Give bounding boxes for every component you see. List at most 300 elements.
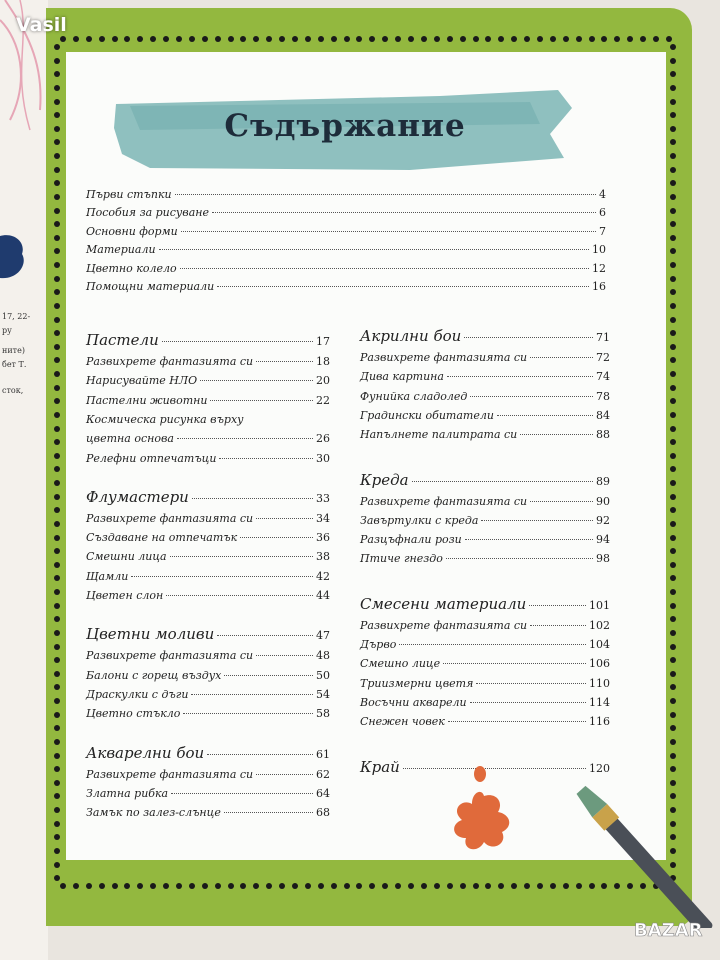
border-dot	[447, 883, 453, 889]
border-dot	[54, 317, 60, 323]
dot-leader	[256, 518, 313, 519]
toc-entry	[360, 370, 610, 388]
toc-page-number: 110	[589, 676, 610, 690]
border-dot	[54, 589, 60, 595]
border-dot	[137, 36, 143, 42]
dot-leader	[166, 595, 313, 596]
dot-leader	[192, 498, 313, 499]
border-dot	[54, 112, 60, 118]
border-dot	[54, 848, 60, 854]
toc-page-number: 58	[316, 707, 330, 721]
toc-entry	[360, 657, 610, 675]
border-dot	[434, 883, 440, 889]
border-dot	[54, 684, 60, 690]
toc-entry	[86, 413, 330, 431]
dotted-border-top	[60, 36, 672, 42]
border-dot	[653, 36, 659, 42]
dot-leader	[470, 702, 586, 703]
toc-entry	[360, 409, 610, 427]
border-dot	[253, 36, 259, 42]
toc-entry-label: Развихрете фантазията си	[360, 351, 528, 364]
border-dot	[54, 126, 60, 132]
border-dot	[670, 153, 676, 159]
border-dot	[666, 36, 672, 42]
border-dot	[382, 883, 388, 889]
border-dot	[176, 883, 182, 889]
dot-leader	[448, 721, 586, 722]
border-dot	[86, 883, 92, 889]
border-dot	[395, 36, 401, 42]
navy-blob-icon	[0, 232, 30, 284]
border-dot	[54, 671, 60, 677]
border-dot	[356, 883, 362, 889]
left-page-fragment: ру	[2, 326, 12, 335]
border-dot	[670, 44, 676, 50]
toc-section-heading	[86, 625, 330, 647]
border-dot	[460, 36, 466, 42]
border-dot	[189, 883, 195, 889]
border-dot	[670, 126, 676, 132]
border-dot	[670, 589, 676, 595]
border-dot	[670, 71, 676, 77]
border-dot	[279, 883, 285, 889]
toc-page-number: 26	[316, 432, 330, 446]
dot-leader	[447, 376, 593, 377]
border-dot	[54, 548, 60, 554]
border-dot	[614, 36, 620, 42]
border-dot	[112, 36, 118, 42]
border-dot	[54, 221, 60, 227]
dot-leader	[470, 396, 593, 397]
toc-page-number: 68	[316, 806, 330, 820]
border-dot	[670, 357, 676, 363]
border-dot	[99, 36, 105, 42]
toc-entry-label: Фунийка сладолед	[360, 389, 468, 403]
border-dot	[266, 883, 272, 889]
border-dot	[627, 36, 633, 42]
border-dot	[54, 616, 60, 622]
toc-entry-label: Цветен слон	[86, 589, 164, 602]
toc-page-number: 47	[316, 629, 330, 643]
toc-entry-label: Снежен човек	[360, 715, 445, 729]
toc-page-number: 114	[589, 695, 610, 709]
toc-section-heading	[360, 327, 610, 349]
border-dot	[344, 36, 350, 42]
toc-entry-label: Релефни отпечатъци	[86, 451, 217, 465]
toc-page-number: 30	[316, 451, 330, 465]
border-dot	[576, 36, 582, 42]
dot-leader	[256, 774, 313, 775]
border-dot	[54, 412, 60, 418]
dot-leader	[191, 694, 313, 695]
border-dot	[54, 71, 60, 77]
dot-leader	[529, 605, 586, 606]
toc-entry-label: Разцъфнали рози	[360, 533, 462, 547]
border-dot	[73, 36, 79, 42]
toc-entry-label: Пастели	[86, 331, 159, 349]
toc-page-number: 44	[316, 589, 330, 602]
border-dot	[54, 753, 60, 759]
border-dot	[670, 494, 676, 500]
bazar-logo	[632, 914, 718, 944]
dot-leader	[180, 268, 589, 269]
toc-entry	[360, 390, 610, 408]
border-dot	[54, 766, 60, 772]
dot-leader	[399, 644, 586, 645]
left-page-edge	[0, 0, 48, 960]
border-dot	[150, 36, 156, 42]
toc-entry	[86, 374, 330, 392]
border-dot	[670, 535, 676, 541]
toc-entry-label: Щамли	[86, 569, 129, 583]
toc-entry-label: Край	[360, 757, 400, 776]
toc-entry	[86, 355, 330, 373]
toc-page-number: 38	[316, 550, 330, 564]
border-dot	[54, 85, 60, 91]
border-dot	[54, 44, 60, 50]
toc-page-number: 36	[316, 531, 330, 545]
toc-page-number: 50	[316, 668, 330, 682]
border-dot	[670, 548, 676, 554]
border-dot	[279, 36, 285, 42]
toc-entry	[86, 787, 330, 805]
border-dot	[54, 466, 60, 472]
toc-entry-label: Развихрете фантазията си	[360, 494, 528, 508]
border-dot	[670, 671, 676, 677]
toc-entry	[360, 696, 610, 714]
toc-page-number: 90	[596, 494, 610, 508]
toc-section-heading	[360, 471, 610, 493]
toc-section-heading	[86, 488, 330, 510]
left-page-fragment: ните)	[2, 346, 25, 355]
border-dot	[670, 753, 676, 759]
toc-entry-label: Замък по залез-слънце	[86, 806, 221, 820]
border-dot	[473, 883, 479, 889]
border-dot	[670, 439, 676, 445]
toc-entry-label: Смесени материали	[360, 594, 527, 613]
toc-intro-entry	[86, 280, 606, 298]
border-dot	[54, 303, 60, 309]
toc-entry-label: Помощни материали	[86, 280, 215, 293]
dot-leader	[481, 520, 593, 521]
border-dot	[670, 167, 676, 173]
toc-entry	[86, 649, 330, 667]
border-dot	[163, 36, 169, 42]
toc-page-number: 6	[599, 206, 606, 220]
dot-leader	[212, 212, 596, 213]
border-dot	[202, 36, 208, 42]
border-dot	[305, 36, 311, 42]
toc-intro-entry	[86, 206, 606, 224]
toc-page-number: 98	[596, 552, 610, 566]
border-dot	[670, 344, 676, 350]
dot-leader	[530, 625, 586, 626]
dot-leader	[181, 231, 596, 232]
toc-page-number: 61	[316, 747, 330, 761]
border-dot	[670, 139, 676, 145]
border-dot	[228, 36, 234, 42]
border-dot	[240, 883, 246, 889]
toc-entry-label: Материали	[86, 243, 156, 257]
border-dot	[266, 36, 272, 42]
border-dot	[60, 883, 66, 889]
border-dot	[601, 36, 607, 42]
border-dot	[524, 883, 530, 889]
left-page-fragment: бет Т.	[2, 360, 27, 369]
border-dot	[54, 330, 60, 336]
border-dot	[54, 575, 60, 581]
border-dot	[54, 875, 60, 881]
toc-entry	[86, 432, 330, 450]
toc-entry	[86, 688, 330, 706]
border-dot	[460, 883, 466, 889]
border-dot	[124, 36, 130, 42]
dot-leader	[497, 415, 593, 416]
border-dot	[215, 36, 221, 42]
watermark-text: Vasil	[16, 14, 67, 36]
border-dot	[498, 883, 504, 889]
border-dot	[54, 862, 60, 868]
border-dot	[421, 36, 427, 42]
dot-leader	[159, 249, 589, 250]
dot-leader	[200, 380, 313, 381]
toc-page-number: 64	[316, 786, 330, 800]
border-dot	[473, 36, 479, 42]
border-dot	[54, 180, 60, 186]
toc-page-number: 34	[316, 511, 330, 525]
dotted-border-left	[54, 44, 60, 882]
border-dot	[563, 36, 569, 42]
border-dot	[670, 85, 676, 91]
border-dot	[670, 684, 676, 690]
toc-entry-label: Развихрете фантазията си	[86, 767, 254, 781]
border-dot	[670, 398, 676, 404]
dot-leader	[183, 713, 313, 714]
dot-leader	[171, 793, 313, 794]
border-dot	[292, 883, 298, 889]
border-dot	[240, 36, 246, 42]
toc-intro-entry	[86, 262, 606, 280]
border-dot	[54, 371, 60, 377]
border-dot	[447, 36, 453, 42]
border-dot	[86, 36, 92, 42]
dot-leader	[131, 576, 313, 577]
border-dot	[498, 36, 504, 42]
toc-entry-label: Пособия за рисуване	[86, 206, 210, 220]
dot-leader	[476, 683, 586, 684]
border-dot	[670, 426, 676, 432]
toc-entry-label: Триизмерни цветя	[360, 676, 474, 690]
toc-entry-label: Развихрете фантазията си	[86, 511, 254, 525]
border-dot	[215, 883, 221, 889]
border-dot	[54, 262, 60, 268]
toc-entry-label: Създаване на отпечатък	[86, 531, 238, 545]
toc-page-number: 74	[596, 370, 610, 384]
border-dot	[54, 208, 60, 214]
border-dot	[670, 235, 676, 241]
toc-entry-label: Балони с горещ въздух	[86, 668, 222, 682]
toc-entry-label: Смешни лица	[86, 550, 167, 564]
border-dot	[670, 385, 676, 391]
toc-section-heading	[360, 595, 610, 617]
border-dot	[292, 36, 298, 42]
dot-leader	[177, 438, 313, 439]
dot-leader	[175, 194, 596, 195]
dot-leader	[256, 655, 313, 656]
border-dot	[670, 112, 676, 118]
border-dot	[670, 99, 676, 105]
border-dot	[550, 883, 556, 889]
border-dot	[54, 139, 60, 145]
toc-page-number: 42	[316, 569, 330, 583]
border-dot	[485, 883, 491, 889]
border-dot	[434, 36, 440, 42]
border-dot	[670, 208, 676, 214]
border-dot	[524, 36, 530, 42]
dot-leader	[464, 337, 593, 338]
border-dot	[537, 883, 543, 889]
dot-leader	[465, 539, 593, 540]
toc-page-number: 18	[316, 355, 330, 368]
border-dot	[670, 289, 676, 295]
toc-entry	[360, 514, 610, 532]
border-dot	[54, 385, 60, 391]
border-dot	[124, 883, 130, 889]
toc-entry-label: Птиче гнездо	[360, 552, 443, 566]
toc-entry	[360, 619, 610, 637]
toc-entry-label: Смешно лице	[360, 657, 441, 671]
border-dot	[54, 480, 60, 486]
toc-page-number: 62	[316, 767, 330, 781]
toc-entry-label: Цветно стъкло	[86, 707, 181, 721]
dot-leader	[256, 361, 313, 362]
border-dot	[369, 883, 375, 889]
toc-section-heading	[86, 744, 330, 766]
toc-entry-label: Развихрете фантазията си	[360, 618, 528, 632]
border-dot	[670, 562, 676, 568]
toc-entry-label: цветна основа	[86, 432, 174, 446]
border-dot	[670, 507, 676, 513]
toc-page-number: 89	[596, 474, 610, 488]
border-dot	[54, 630, 60, 636]
border-dot	[54, 235, 60, 241]
toc-entry-label: Дива картина	[360, 370, 444, 384]
border-dot	[54, 698, 60, 704]
border-dot	[395, 883, 401, 889]
border-dot	[73, 883, 79, 889]
page-title: Съдържание	[224, 108, 466, 144]
border-dot	[670, 644, 676, 650]
toc-entry	[86, 589, 330, 607]
border-dot	[408, 36, 414, 42]
toc-entry	[86, 570, 330, 588]
toc-intro-entry	[86, 243, 606, 261]
toc-entry-label: Златна рибка	[86, 786, 169, 800]
toc-page-number: 10	[592, 243, 606, 257]
border-dot	[54, 194, 60, 200]
toc-entry	[86, 768, 330, 786]
toc-page-number: 78	[596, 389, 610, 403]
border-dot	[670, 330, 676, 336]
toc-page-number: 92	[596, 513, 610, 527]
toc-entry-label: Акрилни бои	[360, 327, 462, 345]
border-dot	[670, 303, 676, 309]
toc-entry-label: Дърво	[360, 638, 397, 651]
border-dot	[54, 644, 60, 650]
border-dot	[670, 180, 676, 186]
toc-entry	[360, 495, 610, 513]
toc-entry-label: Развихрете фантазията си	[86, 355, 254, 368]
border-dot	[228, 883, 234, 889]
paint-splat-icon	[444, 762, 520, 858]
border-dot	[54, 793, 60, 799]
dot-leader	[219, 458, 313, 459]
border-dot	[670, 248, 676, 254]
toc-page-number: 84	[596, 408, 610, 422]
border-dot	[54, 739, 60, 745]
toc-page-number: 54	[316, 687, 330, 701]
border-dot	[54, 398, 60, 404]
toc-page-number: 22	[316, 393, 330, 407]
toc-intro-entry	[86, 188, 606, 206]
toc-entry-label: Креда	[360, 470, 409, 489]
toc-page-number: 116	[589, 715, 610, 729]
dot-leader	[412, 481, 593, 482]
border-dot	[54, 507, 60, 513]
toc-page-number: 102	[589, 618, 610, 632]
toc-page-number: 101	[589, 598, 610, 612]
dot-leader	[224, 675, 313, 676]
dot-leader	[170, 556, 313, 557]
toc-entry	[86, 531, 330, 549]
toc-page-number: 94	[596, 533, 610, 547]
border-dot	[318, 36, 324, 42]
dotted-border-right	[670, 44, 676, 882]
toc-page-number: 72	[596, 351, 610, 364]
toc-entry-label: Градински обитатели	[360, 408, 494, 422]
toc-page-number: 4	[599, 188, 606, 201]
border-dot	[202, 883, 208, 889]
border-dot	[670, 453, 676, 459]
border-dot	[54, 807, 60, 813]
border-dot	[99, 883, 105, 889]
border-dot	[54, 780, 60, 786]
dot-leader	[240, 537, 313, 538]
border-dot	[511, 36, 517, 42]
toc-page-number: 48	[316, 649, 330, 663]
toc-page-number: 16	[592, 280, 606, 293]
toc-entry	[360, 428, 610, 446]
border-dot	[54, 289, 60, 295]
toc-page-number: 7	[599, 224, 606, 238]
border-dot	[54, 276, 60, 282]
toc-entry-label: Първи стъпки	[86, 188, 172, 201]
toc-entry	[86, 707, 330, 725]
border-dot	[382, 36, 388, 42]
border-dot	[511, 883, 517, 889]
toc-page-number: 71	[596, 331, 610, 344]
toc-entry	[360, 715, 610, 733]
border-dot	[331, 883, 337, 889]
border-dot	[150, 883, 156, 889]
border-dot	[54, 494, 60, 500]
border-dot	[670, 698, 676, 704]
border-dot	[369, 36, 375, 42]
border-dot	[60, 36, 66, 42]
toc-page-number: 104	[589, 638, 610, 651]
border-dot	[344, 883, 350, 889]
border-dot	[670, 58, 676, 64]
